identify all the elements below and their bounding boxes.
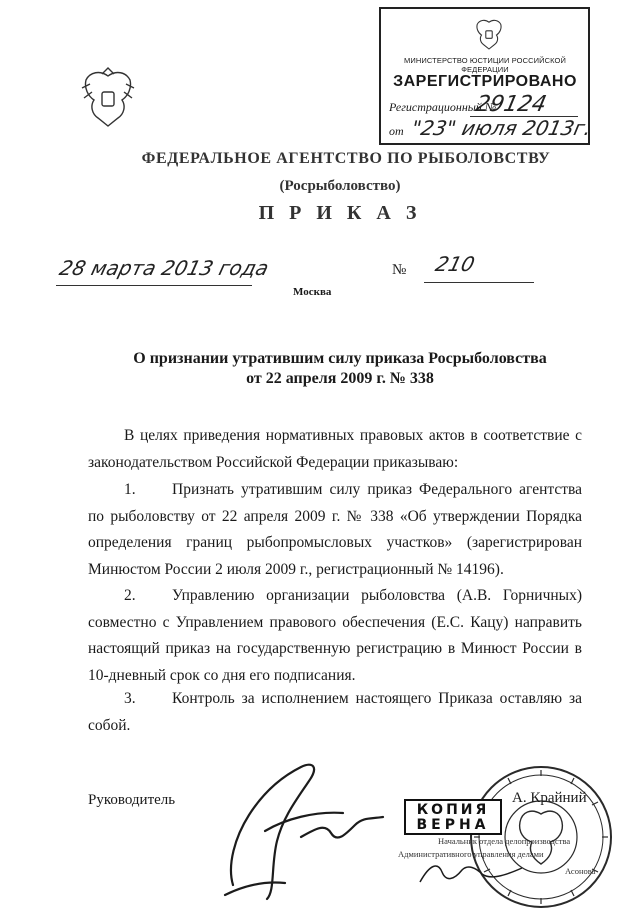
coat-of-arms-icon [80,66,136,130]
order-date: 28 марта 2013 года [57,256,272,280]
body-item-number: 1. [124,481,136,498]
order-number-sign: № [392,262,407,278]
registration-title: ЗАРЕГИСТРИРОВАНО [393,73,577,90]
order-number-underline [424,282,534,283]
body-item-text: Управлению организации рыболовства (А.В. Горничных) совместно с Управлением правового обеспечения (Е.С. Кацу) направить настоящий приказ на государственную регистрацию в Минюст России в 10-дневный срок со дня его подписания. [88,587,582,684]
certification-position: Начальник отдела делопроизводства [438,836,571,846]
document-title-line-2: от 22 апреля 2009 г. № 338 [246,370,434,387]
order-city: Москва [293,286,332,298]
body-item-3 [88,686,582,739]
copy-stamp-line-1: КОПИЯ [416,802,490,818]
body-item-number: 3. [124,690,136,707]
body-item-2 [88,583,582,689]
order-date-underline [56,285,252,286]
document-type: П Р И К А З [258,202,422,224]
certifier-signature-icon [416,858,526,888]
certification-department: Административного управления делами [398,849,544,859]
certification-name: Асонова [565,866,596,876]
head-name: А. Крайний [512,790,587,806]
document-title [60,349,620,389]
agency-short-name: (Росрыболовство) [279,178,401,194]
document-title-line-1: О признании утратившим силу приказа Росрыболовства [133,350,547,367]
registration-date-value: "23" июля 2013г. [409,116,594,140]
body-item-text: Контроль за исполнением настоящего Приказа оставляю за собой. [88,690,582,734]
head-label: Руководитель [88,792,176,808]
handwritten-signature-icon [205,745,395,905]
registration-number-value: 29124 [473,92,549,117]
agency-name: ФЕДЕРАЛЬНОЕ АГЕНТСТВО ПО РЫБОЛОВСТВУ [141,150,551,167]
body-item-number: 2. [124,587,136,604]
body-item-text: Признать утратившим силу приказ Федерального агентства по рыболовству от 22 апреля 2009 г. № 338 «Об утверждении Порядка определения границ рыбопромысловых участков» (зарегистрирован Минюстом России 2 июля 2009 г., регистрационный № 14196). [88,481,582,578]
registration-date-label: от [389,124,404,138]
copy-certified-stamp [404,799,502,835]
registration-number-label: Регистрационный № [389,100,497,114]
body-intro-text: В целях приведения нормативных правовых актов в соответствие с законодательством Российской Федерации приказываю: [88,427,582,471]
registration-ministry: МИНИСТЕРСТВО ЮСТИЦИИ РОССИЙСКОЙ ФЕДЕРАЦИИ [404,56,566,74]
body-item-1 [88,477,582,583]
order-number: 210 [433,252,478,276]
copy-stamp-line-2: ВЕРНА [416,817,490,833]
body-intro [88,423,582,476]
